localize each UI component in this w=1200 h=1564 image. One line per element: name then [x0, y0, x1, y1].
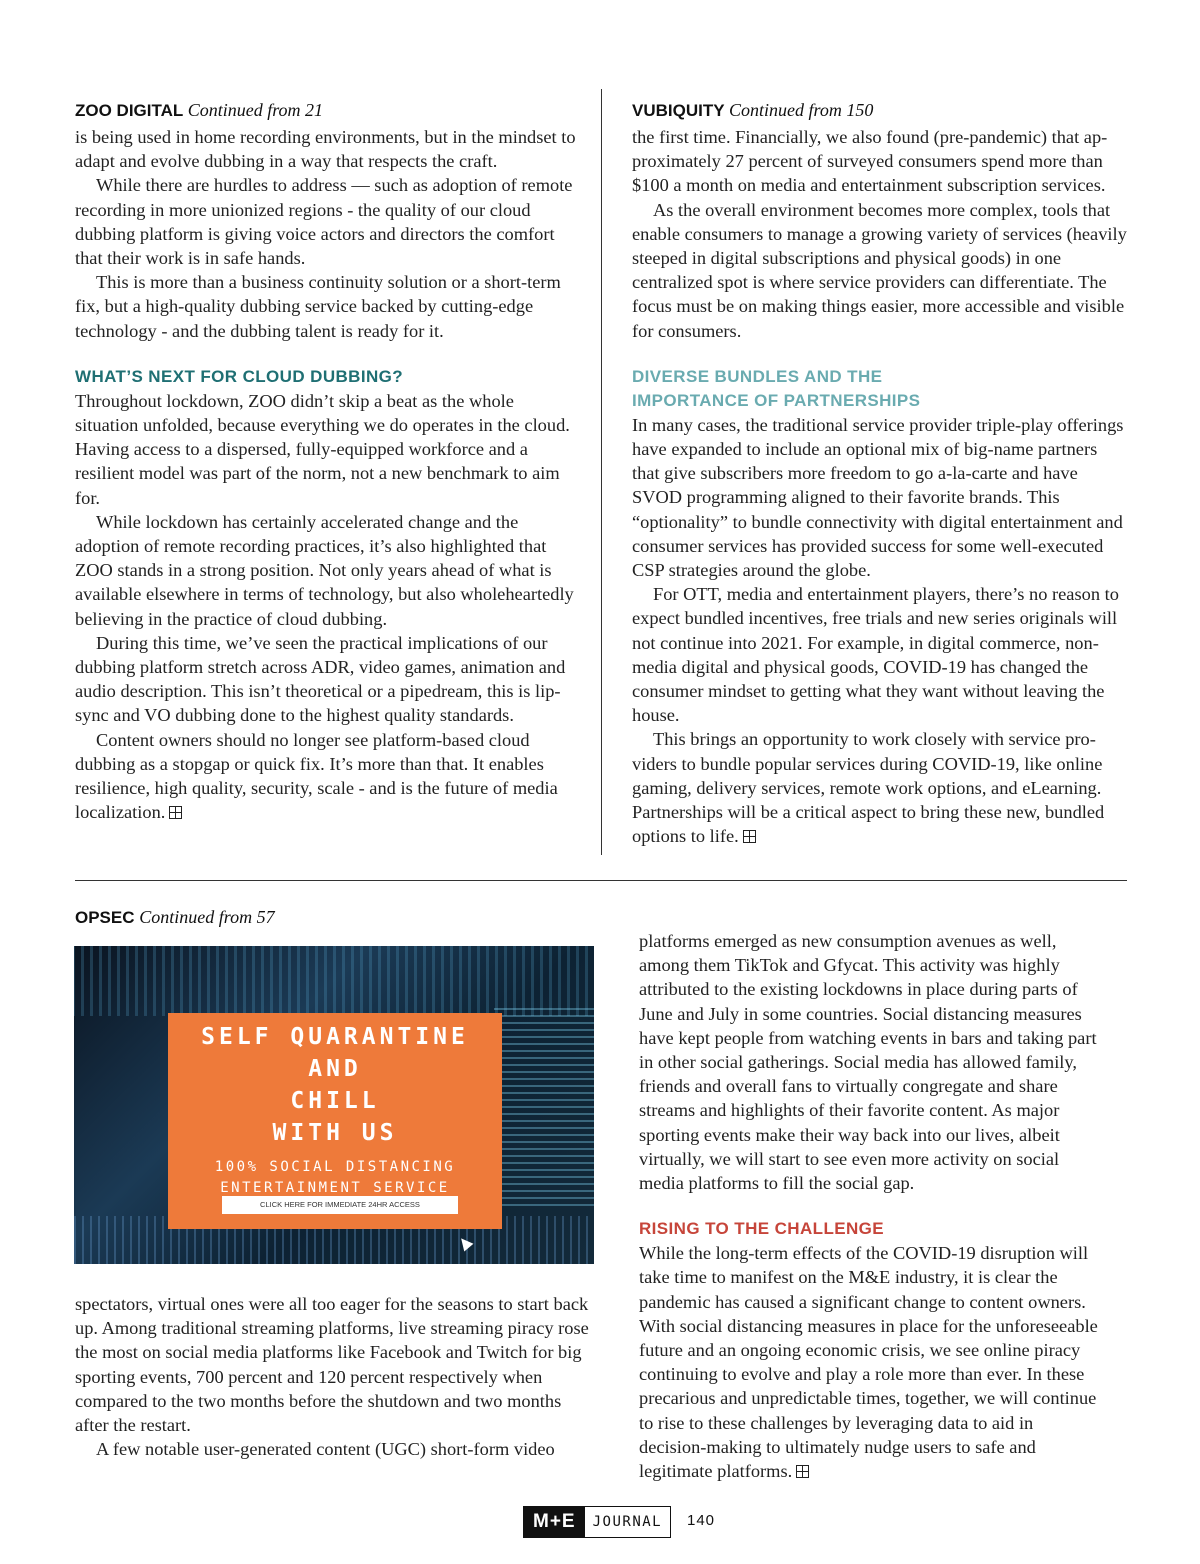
ad-access-button: CLICK HERE FOR IMMEDIATE 24HR ACCESS — [222, 1196, 458, 1214]
logo-me: M+E — [524, 1507, 585, 1537]
ad-banner — [168, 1013, 502, 1229]
opsec-right-column — [639, 929, 1101, 1483]
zoo-paragraph: While there are hurdles to address — such as adoption of remote recording in more unionized regions - the quality of our cloud dubbing platform is giving voice actors and directors the comfort that their work is in safe hands. — [75, 175, 573, 269]
zoo-paragraph: Throughout lockdown, ZOO didn’t skip a beat as the whole situation unfolded, because everything we do operates in the cloud. Having access to a dispersed, fully-equipped workforce and a resilient model was part of the norm, not a new benchmark to aim for. — [75, 390, 570, 508]
opsec-paragraph: platforms emerged as new consumption avenues as well, among them TikTok and Gfycat. This activity was highly attributed to the existing lockdowns in place during parts of June and July in some countries. Social distancing measures have kept people from watching events in bars and taking part in other social gatherings. Social media has allowed family, friends and overall fans to virtually congregate and share streams and highlights of their favorite content. As major sporting events make their way back into our lives, albeit virtually, we will start to see even more activity on social media platforms to fill the social gap. — [639, 931, 1097, 1194]
photo-screen-bg — [494, 1006, 594, 1206]
opsec-paragraph: A few notable user-generated content (UGC) short-form video — [96, 1439, 555, 1460]
vubiquity-paragraph-last — [632, 727, 1128, 848]
end-mark-icon — [743, 830, 756, 843]
vubiquity-paragraph: For OTT, media and entertainment players, there’s no reason to expect bundled incentives, free trials and new series originals will not continue into 2021. For example, in digital commerce, non-media digital and physical goods, COVID-19 has changed the consumer mindset to getting what they want without leaving the house. — [632, 584, 1119, 726]
opsec-paragraph: spectators, virtual ones were all too eager for the seasons to start back up. Among traditional streaming platforms, live streaming piracy rose the most on social media platforms like Facebook and Twitch for big sporting events, 700 percent and 120 percent respectively when compared to the two months before the shutdown and two months after the restart. — [75, 1294, 589, 1436]
zoo-subhead: WHAT’S NEXT FOR CLOUD DUBBING? — [75, 366, 404, 386]
logo-journal: JOURNAL — [585, 1507, 671, 1537]
page-number: 140 — [687, 1512, 716, 1529]
zoo-paragraph: This is more than a business continuity solution or a short-term fix, but a high-quality dubbing service backed by cutting-edge technology - and the dubbing talent is ready for it. — [75, 272, 561, 341]
vubiquity-subhead-line2: IMPORTANCE OF PARTNERSHIPS — [632, 390, 921, 410]
vubiquity-paragraph: As the overall environment becomes more complex, tools that enable consumers to manage a growing variety of services (heavily steeped in digital subscriptions and physical goods) in one centralized spot is where service providers can differentiate. The focus must be on making things easier, more accessible and visible for consumers. — [632, 199, 1127, 341]
opsec-left-column — [75, 1292, 591, 1461]
ad-line: WITH US — [272, 1120, 398, 1146]
vubiquity-column — [632, 98, 1128, 848]
ad-line: SELF QUARANTINE — [201, 1024, 469, 1050]
ad-line: AND — [308, 1056, 362, 1082]
vubiquity-paragraph: In many cases, the traditional service provider triple-play offerings have expanded to include an optional mix of big-name partners that give subscribers more freedom to go a-la-carte and have SVOD programming aligned to their favorite brands. This “optionality” to bundle connectivity with digital entertainment and consumer services has provided success for some well-executed CSP strategies around the globe. — [632, 414, 1124, 581]
vubiquity-subhead-line1: DIVERSE BUNDLES AND THE — [632, 366, 883, 386]
opsec-continued: Continued from 57 — [139, 907, 275, 927]
ad-tagline — [168, 1157, 502, 1199]
end-mark-icon — [796, 1465, 809, 1478]
zoo-paragraph-text: Content owners should no longer see platform-based cloud dubbing as a stopgap or quick fix. It’s more than that. It enables resilience, high quality, security, scale - and is the future of media localization. — [75, 729, 558, 823]
opsec-paragraph-last — [639, 1241, 1101, 1483]
column-divider — [601, 89, 602, 855]
vubiquity-company: VUBIQUITY — [632, 101, 725, 120]
zoo-paragraph: During this time, we’ve seen the practical implications of our dubbing platform stretch across ADR, video games, animation and audio description. This isn’t theoretical or a pipedream, this is lip-sync and VO dubbing done to the highest quality standards. — [75, 632, 566, 726]
vubiquity-paragraph-text: This brings an opportunity to work closely with service providers to bundle popular services during COVID-19, like online gaming, delivery services, remote work options, and eLearning. Partnerships will be a critical aspect to bring these new, bundled options to life. — [632, 729, 1105, 847]
zoo-paragraph: is being used in home recording environments, but in the mindset to adapt and evolve dubbing in a way that respects the craft. — [75, 127, 576, 172]
section-divider — [75, 880, 1127, 881]
vubiquity-subhead — [632, 365, 1128, 413]
zoo-paragraph: While lockdown has certainly accelerated change and the adoption of remote recording practices, it’s also highlighted that ZOO stands in a strong position. Not only years ahead of what is available elsewhere in terms of technology, but also wholeheartedly believing in the practice of cloud dubbing. — [75, 511, 574, 629]
quarantine-ad-photo — [74, 946, 594, 1264]
end-mark-icon — [169, 806, 182, 819]
vubiquity-header — [632, 98, 1128, 123]
zoo-company: ZOO DIGITAL — [75, 101, 183, 120]
opsec-company: OPSEC — [75, 908, 135, 927]
ad-tagline-1: 100% SOCIAL DISTANCING — [214, 1159, 456, 1175]
zoo-header — [75, 98, 578, 123]
zoo-paragraph-last — [75, 728, 578, 825]
vubiquity-paragraph: the first time. Financially, we also found (pre-pandemic) that approximately 27 percent of surveyed consumers spend more than $100 a month on media and entertainment subscription services. — [632, 127, 1108, 196]
ad-tagline-2: ENTERTAINMENT SERVICE — [220, 1180, 450, 1196]
zoo-continued: Continued from 21 — [187, 100, 324, 120]
opsec-paragraph-text: While the long-term effects of the COVID-19 disruption will take time to manifest on the M&E industry, it is clear the pandemic has caused a significant change to content owners. With social distancing measures in place for the unforeseeable future and an ongoing economic crisis, we see online piracy continuing to evolve and play a role more than ever. In these precarious and unpredictable times, together, we will continue to rise to these challenges by leveraging data to aid in decision-making to ultimately nudge users to safe and legitimate platforms. — [639, 1243, 1098, 1482]
zoo-column — [75, 98, 578, 824]
ad-line: CHILL — [290, 1088, 380, 1114]
me-journal-logo — [523, 1506, 671, 1538]
opsec-header — [75, 905, 275, 930]
vubiquity-continued: Continued from 150 — [729, 100, 874, 120]
opsec-subhead: RISING TO THE CHALLENGE — [639, 1219, 885, 1239]
